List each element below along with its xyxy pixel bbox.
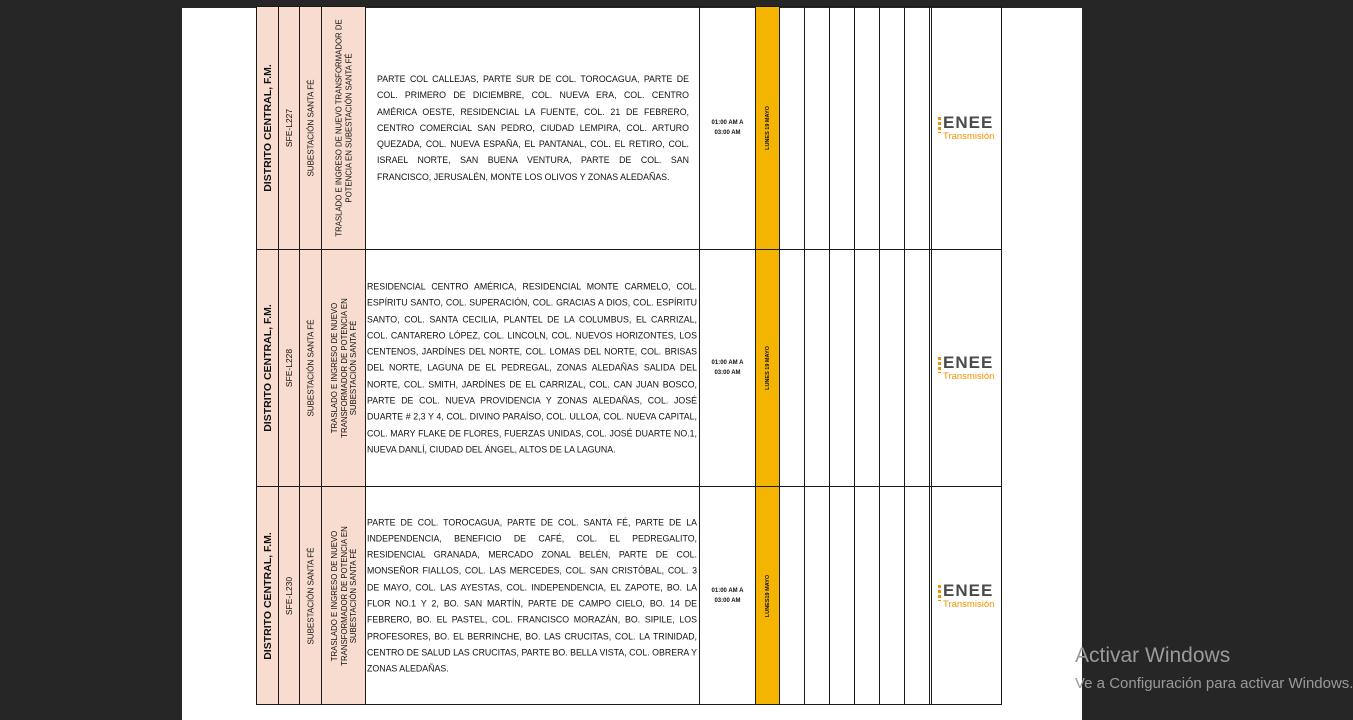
document-page: [182, 8, 1082, 720]
date-cell: [756, 250, 780, 486]
substation-cell: [300, 7, 322, 249]
work-cell: [322, 7, 366, 249]
time-start: 01:00 AM A: [711, 360, 744, 366]
time-end: 03:00 AM: [714, 597, 741, 604]
empty-cell: [780, 487, 805, 704]
circuit-code-cell: [279, 250, 300, 486]
empty-cell: [805, 250, 830, 486]
enee-logo: [938, 581, 1004, 611]
empty-cell: [830, 487, 855, 704]
date-cell: [756, 487, 780, 704]
circuit-code: SFE-L227: [284, 108, 294, 148]
work-description: TRASLADO E INGRESO DE NUEVO TRANSFORMADOR DE POTENCIA EN SUBESTACIÓN SANTA FÉ: [329, 298, 358, 438]
empty-cell: [880, 487, 905, 704]
logo-cell: [932, 7, 1002, 249]
empty-cell: [830, 7, 855, 249]
empty-cell: [855, 250, 880, 486]
affected-areas-text: RESIDENCIAL CENTRO AMÉRICA, RESIDENCIAL MONTE CARMELO, COL. ESPÍRITU SANTO, COL. SUPERACIÓN, COL. GRACIAS A DIOS, COL. ESPÍRITU SANTO, COL. SANTA CECILIA, PLANTEL DE LA COLUMBUS, EL CARRIZAL, COL. CANTARERO LÓPEZ, COL. LINCOLN, COL. NUEVOS HORIZONTES, LOS CENTENOS, JARDÍNES DEL NORTE, COL. LOMAS DEL NORTE, COL. BRISAS DEL NORTE, LAGUNA DE EL PEDREGAL, ZONAS ALEDAÑAS SALIDA DEL NORTE, COL. SMITH, JARDÍNES DE EL CARRIZAL, COL. CAN JUAN BOSCO, PARTE DE COL. NUEVA PROVIDENCIA Y ZONAS ALEDAÑAS, COL. JOSÉ DUARTE # 2,3 Y 4, COL. DIVINO PARAÍSO, COL. ULLOA, COL. NUEVA CAPITAL, COL. MARY FLAKE DE FLORES, FUERZAS UNIDAS, COL. JOSÉ DUARTE NO.1, NUEVA DANLÍ, CIUDAD DEL ÁNGEL, ALTOS DE LA LAGUNA.: [367, 281, 697, 455]
circuit-code-cell: [279, 487, 300, 704]
affected-areas-text: PARTE COL CALLEJAS, PARTE SUR DE COL. TOROCAGUA, PARTE DE COL. PRIMERO DE DICIEMBRE, COL. NUEVA ERA, COL. CENTRO AMÉRICA OESTE, RESIDENCIAL LA FUENTE, COL. 21 DE FEBRERO, CENTRO COMERCIAL SAN PEDRO, CIUDAD LEMPIRA, COL. ARTURO QUEZADA, COL. NUEVA ESPAÑA, EL PANTANAL, COL. EL RETIRO, COL. ISRAEL NORTE, SAN BUENA VENTURA, PARTE DE COL. SAN FRANCISCO, JERUSALÉN, MONTE LOS OLIVOS Y ZONAS ALEDAÑAS.: [377, 73, 689, 182]
logo-name: ENEE: [943, 353, 994, 372]
substation-cell: [300, 250, 322, 486]
time-range: [700, 586, 755, 606]
district-label: DISTRITO CENTRAL, F.M.: [261, 64, 274, 192]
date-label: LUNES 19 MAYO: [764, 106, 771, 150]
logo-subtitle: Transmisión: [943, 371, 995, 382]
logo-name: ENEE: [943, 580, 994, 600]
district-cell: [256, 7, 279, 249]
enee-logo: [938, 353, 1004, 383]
circuit-code: SFE-L228: [284, 348, 294, 388]
date-label: LUNES 19 MAYO: [764, 346, 771, 390]
circuit-code-cell: [279, 7, 300, 249]
logo-cell: [932, 250, 1002, 486]
activate-windows-subtitle: Ve a Configuración para activar Windows.: [1075, 675, 1353, 692]
time-cell: [700, 487, 756, 704]
table-row: [256, 486, 1002, 705]
date-cell: [756, 7, 780, 249]
empty-cell: [855, 7, 880, 249]
empty-cell: [855, 487, 880, 704]
enee-logo-mark-icon: [938, 585, 941, 601]
logo-cell: [932, 487, 1002, 704]
activate-windows-title: Activar Windows: [1075, 644, 1231, 667]
areas-cell: [366, 250, 700, 486]
time-range: [700, 118, 755, 138]
empty-cell: [905, 250, 930, 486]
enee-logo-mark-icon: [938, 357, 941, 373]
time-end: 03:00 AM: [714, 130, 741, 136]
time-cell: [700, 250, 756, 486]
logo-name: ENEE: [943, 113, 994, 132]
substation-cell: [300, 487, 322, 704]
time-cell: [700, 7, 756, 249]
time-range: [700, 358, 755, 378]
substation-label: SUBESTACIÓN SANTA FÉ: [306, 319, 315, 417]
logo-subtitle: Transmisión: [943, 598, 995, 610]
table-row: [256, 249, 1002, 487]
circuit-code: SFE-L230: [284, 576, 294, 615]
substation-label: SUBESTACIÓN SANTA FÉ: [306, 79, 315, 177]
time-end: 03:00 AM: [714, 370, 741, 376]
district-cell: [256, 250, 279, 486]
affected-areas-text: PARTE DE COL. TOROCAGUA, PARTE DE COL. SANTA FÉ, PARTE DE LA INDEPENDENCIA, BENEFICIO DE CAFÉ, COL. EL PEDREGALITO, RESIDENCIAL GRANADA, MERCADO ZONAL BELÉN, PARTE DE COL. MONSEÑOR FIALLOS, COL. LAS MERCEDES, COL. SAN CRISTÓBAL, COL. 3 DE MAYO, COL. LAS AYESTAS, COL. INDEPENDENCIA, EL ZAPOTE, BO. LA FLOR NO.1 Y 2, BO. SAN MARTÍN, PARTE DE CAMPO CIELO, BO. 14 DE FEBRERO, BO. EL PASTEL, COL. FRANCISCO MORAZÁN, BO. SIPILE, LOS PROFESORES, BO. EL BERRINCHE, BO. LAS CRUCITAS, COL. LA TRINIDAD, CENTRO DE SALUD LAS CRUCITAS, PARTE BO. BELLA VISTA, COL. OBRERA Y ZONAS ALEDAÑAS.: [367, 517, 697, 674]
table-row: [256, 6, 1002, 250]
areas-cell: [366, 487, 700, 704]
date-label: LUNES19 MAYO: [764, 574, 771, 617]
time-start: 01:00 AM A: [711, 120, 744, 126]
enee-logo: [938, 113, 1004, 143]
empty-cell: [805, 7, 830, 249]
work-cell: [322, 487, 366, 704]
district-label: DISTRITO CENTRAL, F.M.: [261, 531, 274, 660]
enee-logo-mark-icon: [938, 117, 941, 133]
empty-cell: [780, 250, 805, 486]
work-description: TRASLADO E INGRESO DE NUEVO TRANSFORMADOR DE POTENCIA EN SUBESTACIÓN SANTA FÉ: [334, 19, 353, 237]
district-cell: [256, 487, 279, 704]
empty-cell: [880, 250, 905, 486]
time-start: 01:00 AM A: [711, 587, 744, 594]
empty-cell: [880, 7, 905, 249]
empty-cell: [780, 7, 805, 249]
empty-cell: [905, 487, 930, 704]
empty-cell: [805, 487, 830, 704]
substation-label: SUBESTACIÓN SANTA FÉ: [306, 546, 315, 645]
empty-cell: [830, 250, 855, 486]
areas-cell: [366, 7, 700, 249]
work-cell: [322, 250, 366, 486]
work-description: TRASLADO E INGRESO DE NUEVO TRANSFORMADOR DE POTENCIA EN SUBESTACIÓN SANTA FÉ: [329, 525, 358, 666]
district-label: DISTRITO CENTRAL, F.M.: [261, 304, 274, 432]
logo-subtitle: Transmisión: [943, 131, 995, 142]
empty-cell: [905, 7, 930, 249]
